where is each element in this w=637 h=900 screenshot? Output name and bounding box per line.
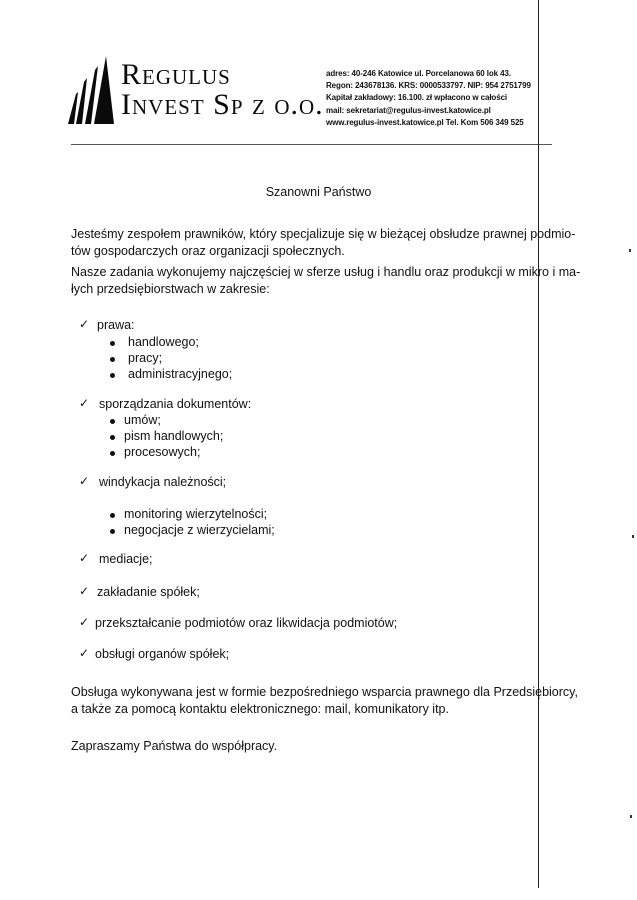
service-item: windykacja należności; [99,475,227,489]
check-icon: ✓ [79,551,90,565]
service-form-line: a także za pomocą kontaktu elektronicznego: mail, komunikatory itp. [71,702,449,716]
contact-capital: Kapitał zakładowy: 16.100. zł wpłacono w całości [326,93,508,103]
check-icon: ✓ [79,646,90,660]
company-name [121,60,324,120]
scope-paragraph [71,264,580,298]
service-item: zakładanie spółek; [97,585,200,599]
intro-line: Jesteśmy zespołem prawników, który specjalizuje się w bieżącej obsłudze prawnej podmio- [71,227,576,241]
check-icon: ✓ [79,584,90,598]
scan-fold-line [538,0,539,888]
service-item: mediacje; [99,552,153,566]
scope-line: Nasze zadania wykonujemy najczęściej w sferze usług i handlu oraz produkcji w mikro i ma- [71,265,581,279]
check-icon: ✓ [79,317,90,331]
company-name-line2: Invest Sp z o.o. [121,88,324,121]
service-item: obsługi organów spółek; [95,647,230,661]
company-logo-icon [68,56,114,124]
service-item: prawa: [97,318,135,332]
service-form-paragraph [71,684,578,718]
closing-line: Zapraszamy Państwa do współpracy. [71,739,278,753]
service-item: przekształcanie podmiotów oraz likwidacja podmiotów; [95,616,398,630]
service-subitem: pism handlowych; [124,429,224,443]
service-subitem: handlowego; [128,335,199,349]
header-divider [71,144,552,145]
service-subitem: negocjacje z wierzycielami; [124,523,275,537]
bullet-icon [110,373,115,378]
contact-web-phone: www.regulus-invest.katowice.pl Tel. Kom 506 349 525 [326,117,524,127]
intro-paragraph [71,226,575,260]
check-icon: ✓ [79,474,90,488]
bullet-icon [110,419,115,424]
contact-email: mail: sekretariat@regulus-invest.katowice.pl [326,105,491,115]
bullet-icon [110,513,115,518]
service-item: sporządzania dokumentów: [99,397,252,411]
contact-block [326,68,531,129]
bullet-icon [110,435,115,440]
service-form-line: Obsługa wykonywana jest w formie bezpośredniego wsparcia prawnego dla Przedsiębiorcy, [71,685,578,699]
bullet-icon [110,357,115,362]
scan-speck [630,815,632,818]
service-subitem: procesowych; [124,445,201,459]
bullet-icon [110,529,115,534]
service-subitem: monitoring wierzytelności; [124,507,268,521]
scope-line: łych przedsiębiorstwach w zakresie: [71,282,270,296]
service-subitem: umów; [124,413,161,427]
service-subitem: pracy; [128,351,163,365]
service-subitem: administracyjnego; [128,367,233,381]
salutation: Szanowni Państwo [265,185,372,199]
bullet-icon [110,341,115,346]
contact-address: adres: 40-246 Katowice ul. Porcelanowa 60 lok 43. [326,69,511,78]
scan-speck [629,249,631,252]
check-icon: ✓ [79,396,90,410]
bullet-icon [110,451,115,456]
scan-speck [632,535,634,538]
intro-line: tów gospodarczych oraz organizacji społecznych. [71,244,345,258]
contact-registry: Regon: 243678136. KRS: 0000533797. NIP: 954 2751799 [326,81,531,91]
company-name-line1: Regulus [121,58,231,91]
check-icon: ✓ [79,615,90,629]
